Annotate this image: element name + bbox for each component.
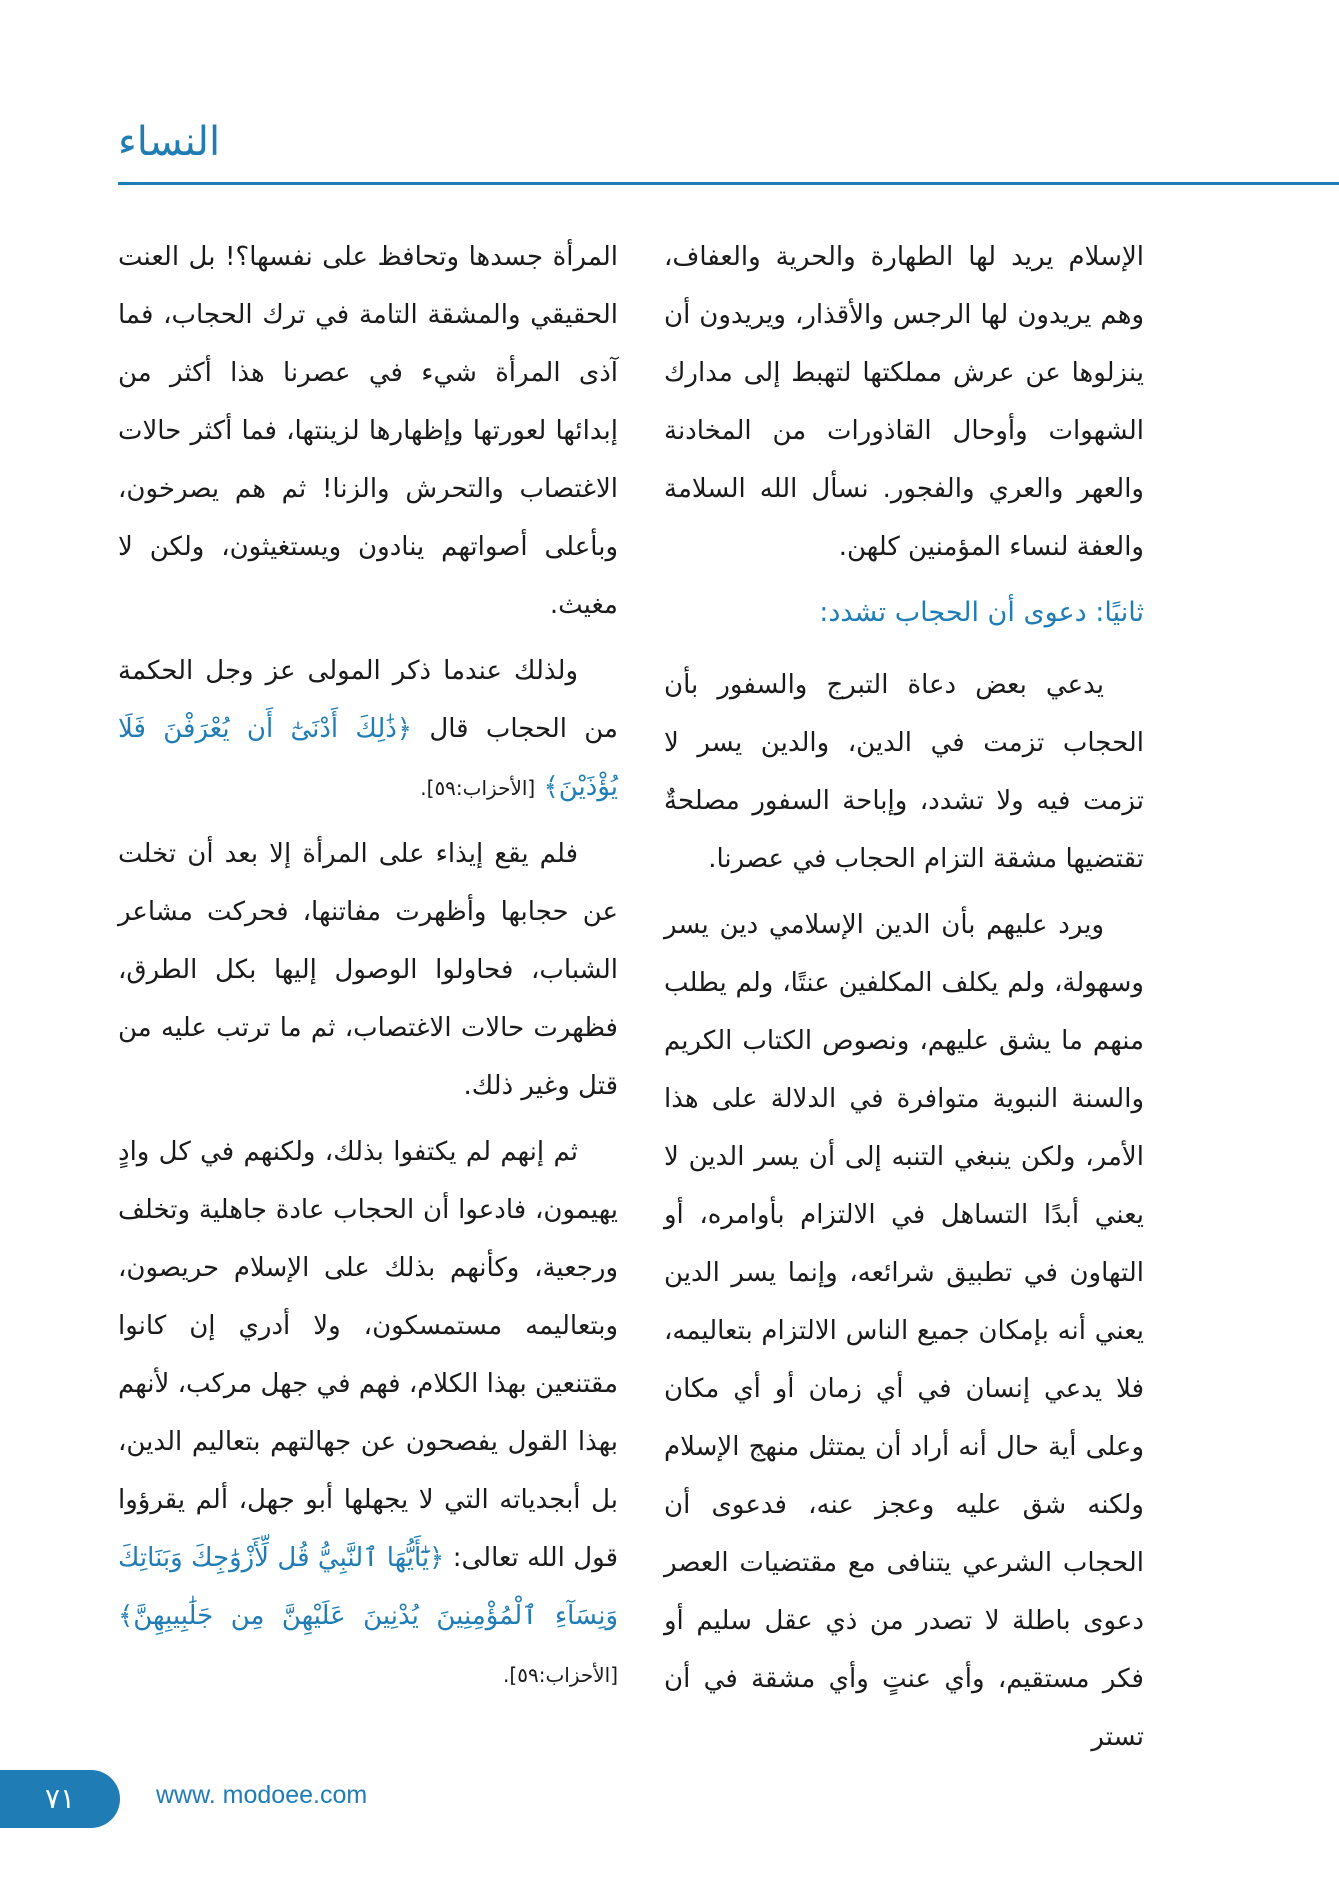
- page-number: ٧١: [44, 1782, 76, 1815]
- quran-verse: ﴿يَٰٓأَيُّهَا ٱلنَّبِيُّ قُل لِّأَزْوَٰجِكَ وَبَنَاتِكَ وَنِسَآءِ ٱلْمُؤْمِنِينَ يُدْنِينَ عَلَيْهِنَّ مِن جَلَٰبِيبِهِنَّ﴾: [118, 1543, 618, 1631]
- verse-reference: [الأحزاب:٥٩].: [420, 776, 536, 800]
- paragraph-text: ثم إنهم لم يكتفوا بذلك، ولكنهم في كل وادٍ يهيمون، فادعوا أن الحجاب عادة جاهلية وتخلف ورجعية، وكأنهم بذلك على الإسلام حريصون، وبتعاليمه مستمسكون، ولا أدري إن كانوا مقتنعين بهذا الكلام، فهم في جهل مركب، لأنهم بهذا القول يفصحون عن جهالتهم بتعاليم الدين، بل أبجدياته التي لا يجهلها أبو جهل، ألم يقرؤوا قول الله تعالى:: [118, 1137, 618, 1573]
- section-heading: ثانيًا: دعوى أن الحجاب تشدد:: [819, 597, 1144, 628]
- paragraph: فلم يقع إيذاء على المرأة إلا بعد أن تخلت عن حجابها وأظهرت مفاتنها، فحركت مشاعر الشباب، فحاولوا الوصول إليها بكل الطرق، فظهرت حالات الاغتصاب، ثم ما ترتب عليه من قتل وغير ذلك.: [118, 839, 618, 1101]
- website-link[interactable]: www. modoee.com: [156, 1781, 368, 1809]
- verse-reference: [الأحزاب:٥٩].: [503, 1663, 618, 1687]
- paragraph: يدعي بعض دعاة التبرج والسفور بأن الحجاب تزمت في الدين، والدين يسر لا تزمت فيه ولا تشدد، وإباحة السفور مصلحةٌ تقتضيها مشقة التزام الحجاب في عصرنا.: [664, 670, 1144, 874]
- chapter-title: النساء: [118, 119, 221, 165]
- paragraph-text: ولذلك عندما ذكر المولى عز وجل الحكمة من الحجاب قال: [118, 656, 618, 744]
- paragraph-with-verse: [118, 1123, 618, 1704]
- paragraph-with-verse: [118, 642, 618, 817]
- header-divider: [118, 182, 1339, 185]
- right-column: [664, 228, 1144, 1774]
- quran-verse: ﴿ذَٰلِكَ أَدْنَىٰٓ أَن يُعْرَفْنَ فَلَا يُؤْذَيْنَ﴾: [118, 714, 618, 802]
- left-column: [118, 228, 618, 1712]
- paragraph: الإسلام يريد لها الطهارة والحرية والعفاف، وهم يريدون لها الرجس والأقذار، ويريدون أن ينزلوها عن عرش مملكتها لتهبط إلى مدارك الشهوات وأوحال القاذورات من المخادنة والعهر والعري والفجور. نسأل الله السلامة والعفة لنساء المؤمنين كلهن.: [664, 242, 1144, 562]
- page-number-tab: [0, 1770, 120, 1828]
- paragraph: ويرد عليهم بأن الدين الإسلامي دين يسر وسهولة، ولم يكلف المكلفين عنتًا، ولم يطلب منهم ما يشق عليهم، ونصوص الكتاب الكريم والسنة النبوية متوافرة في الدلالة على هذا الأمر، ولكن ينبغي التنبه إلى أن يسر الدين لا يعني أبدًا التساهل في الالتزام بأوامره، أو التهاون في تطبيق شرائعه، وإنما يسر الدين يعني أنه بإمكان جميع الناس الالتزام بتعاليمه، فلا يدعي إنسان في أي زمان أو أي مكان وعلى أية حال أنه أراد أن يمتثل منهج الإسلام ولكنه شق عليه وعجز عنه، فدعوى أن الحجاب الشرعي يتنافى مع مقتضيات العصر دعوى باطلة لا تصدر من ذي عقل سليم أو فكر مستقيم، وأي عنتٍ وأي مشقة في أن تستر: [664, 910, 1144, 1752]
- paragraph: المرأة جسدها وتحافظ على نفسها؟! بل العنت الحقيقي والمشقة التامة في ترك الحجاب، فما آذى المرأة شيء في عصرنا هذا أكثر من إبدائها لعورتها وإظهارها لزينتها، فما أكثر حالات الاغتصاب والتحرش والزنا! ثم هم يصرخون، وبأعلى أصواتهم ينادون ويستغيثون، ولكن لا مغيث.: [118, 242, 618, 620]
